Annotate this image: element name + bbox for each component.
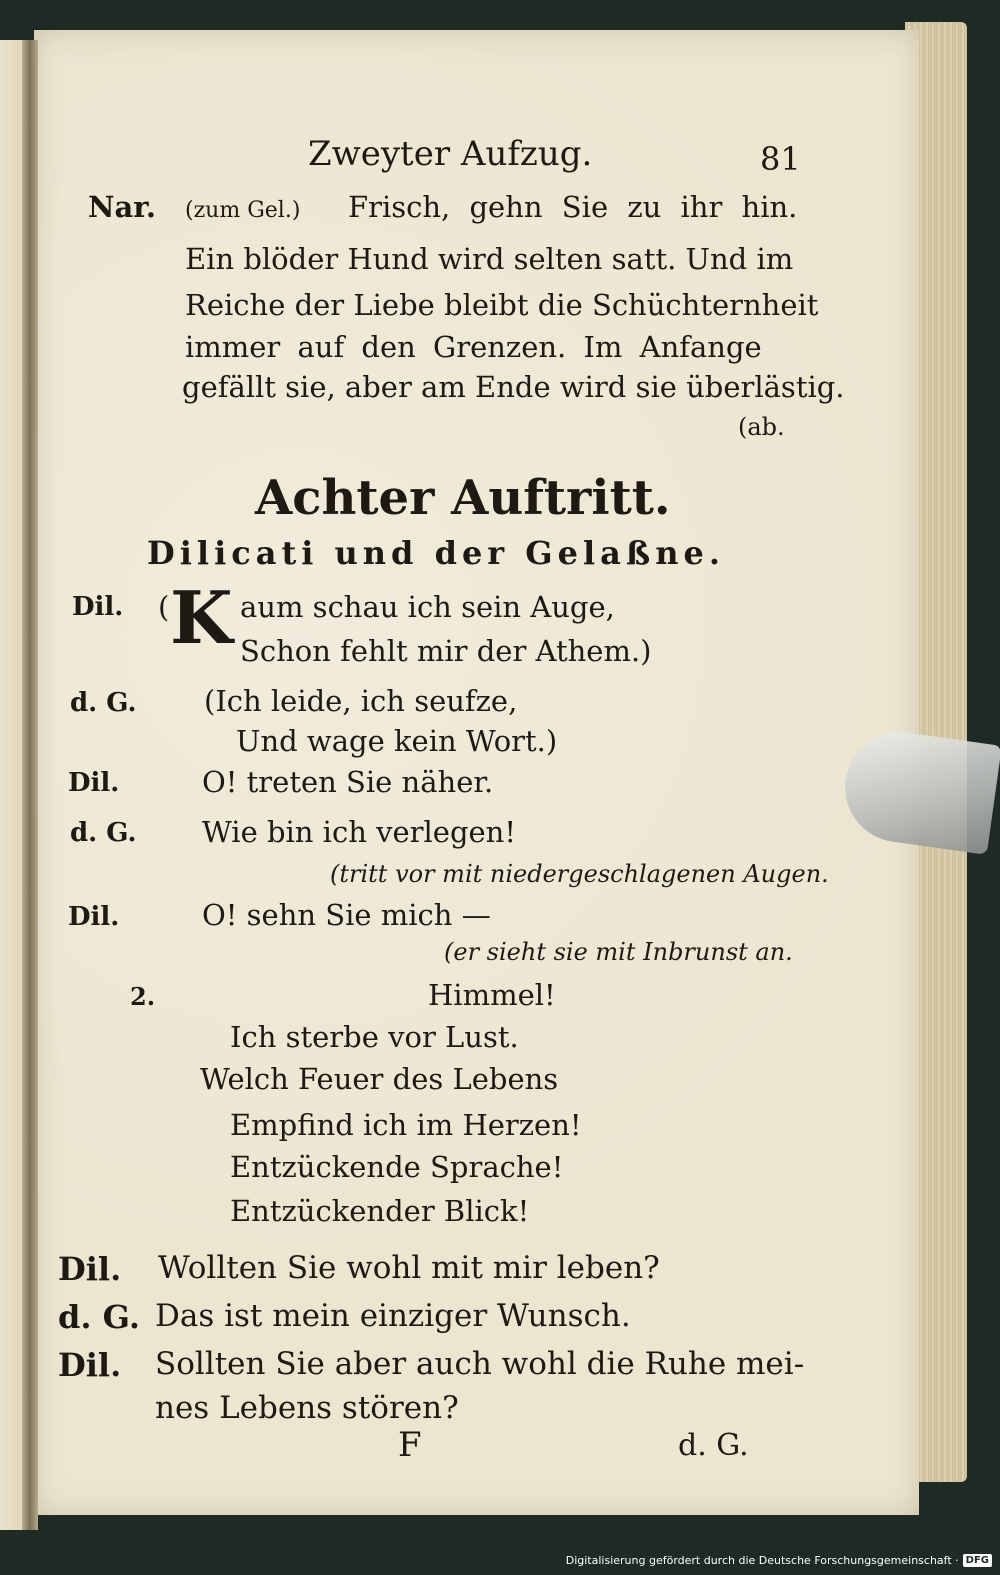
verse-line: (Ich leide, ich seufze, [204, 684, 518, 718]
book-gutter [22, 40, 38, 1530]
credit-text: Digitalisierung gefördert durch die Deutsche Forschungsgemeinschaft · [565, 1553, 959, 1567]
speaker-dg: d. G. [70, 688, 137, 718]
verse-line: Himmel! [428, 978, 556, 1012]
speaker-dg: d. G. [58, 1298, 140, 1336]
stage-direction: (tritt vor mit niedergeschlagenen Augen. [330, 860, 829, 888]
verse-line: Entzückender Blick! [230, 1194, 530, 1228]
scene-title: Achter Auftritt. [255, 470, 671, 526]
text-line: Frisch, gehn Sie zu ihr hin. [348, 190, 798, 224]
footer-credit [566, 1550, 992, 1570]
page-number: 81 [760, 140, 801, 178]
cast-list: Dilicati und der Gelaßne. [147, 534, 725, 572]
verse-line: Ich sterbe vor Lust. [230, 1020, 519, 1054]
text-line: Wollten Sie wohl mit mir leben? [158, 1250, 660, 1286]
verse-line: aum schau ich sein Auge, [240, 590, 615, 624]
drop-cap: K [170, 575, 233, 660]
verse-line: Entzückende Sprache! [230, 1150, 564, 1184]
catchword: d. G. [678, 1428, 749, 1463]
signature-mark: F [398, 1425, 422, 1465]
text-line: Reiche der Liebe bleibt die Schüchternheit [185, 288, 819, 322]
text-line: Sollten Sie aber auch wohl die Ruhe mei- [155, 1346, 805, 1382]
verse-line: Empfind ich im Herzen! [230, 1108, 582, 1142]
verse-line: Schon fehlt mir der Athem.) [240, 634, 652, 668]
verse-line: O! sehn Sie mich — [202, 898, 491, 932]
dfg-logo: DFG [963, 1554, 992, 1567]
speaker-dil: Dil. [68, 768, 120, 798]
verse-line: O! treten Sie näher. [202, 765, 494, 799]
text-line: Ein blöder Hund wird selten satt. Und im [185, 242, 794, 276]
speaker-dil: Dil. [68, 902, 120, 932]
verse-line: Welch Feuer des Lebens [200, 1062, 559, 1096]
speaker-dil: Dil. [58, 1346, 122, 1384]
running-head: Zweyter Aufzug. [308, 134, 593, 174]
speaker-dil: Dil. [58, 1250, 122, 1288]
text-line: immer auf den Grenzen. Im Anfange [185, 330, 762, 364]
speaker-dg: d. G. [70, 818, 137, 848]
duet-marker: 2. [130, 982, 156, 1011]
verse-line: Wie bin ich verlegen! [202, 815, 517, 849]
speaker-nar: Nar. [88, 190, 157, 224]
stage-direction: (zum Gel.) [185, 198, 301, 223]
speaker-dil: Dil. [72, 592, 124, 622]
open-paren: ( [158, 590, 170, 624]
stage-direction: (er sieht sie mit Inbrunst an. [444, 938, 793, 966]
verse-line: Und wage kein Wort.) [236, 724, 558, 758]
text-line: nes Lebens stören? [155, 1390, 459, 1426]
text-line: Das ist mein einziger Wunsch. [155, 1298, 631, 1334]
text-line: gefällt sie, aber am Ende wird sie überlästig. [182, 370, 845, 404]
exit-direction: (ab. [738, 413, 785, 441]
